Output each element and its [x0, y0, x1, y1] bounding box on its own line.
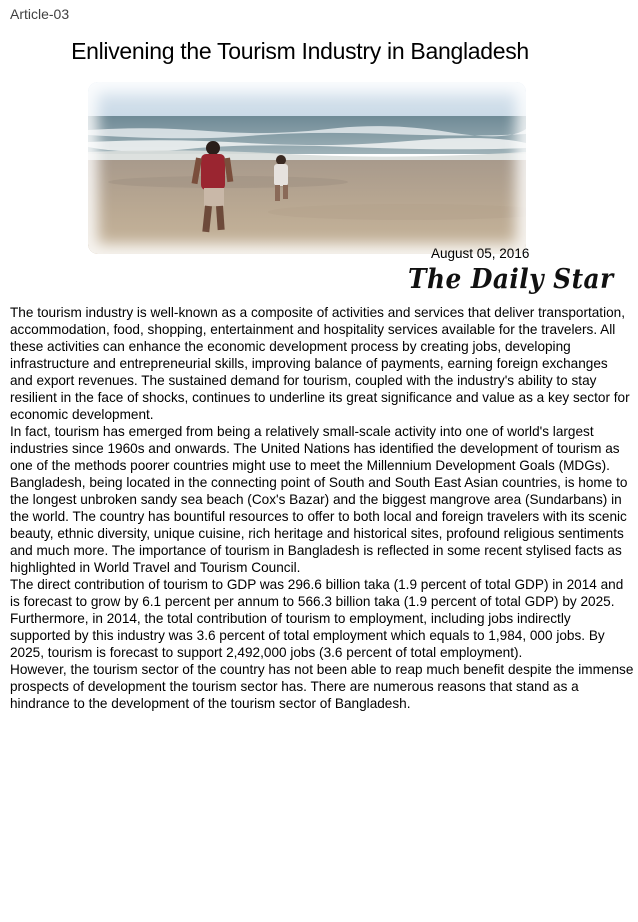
- paragraph: In fact, tourism has emerged from being a relatively small-scale activity into one of world's largest industries since 1960s and onwards. The United Nations has identified the development of tourism as one of the methods poorer countries might use to meet the Millennium Development Goals (MDGs).: [10, 424, 620, 473]
- article-label: Article-03: [10, 6, 70, 22]
- paragraph: However, the tourism sector of the country has not been able to reap much benefit despite the immense prospects of development the tourism sector has. There are numerous reasons that stand as a hindrance to the development of the tourism sector of Bangladesh.: [10, 662, 634, 711]
- publish-date: August 05, 2016: [431, 246, 530, 261]
- article-title: Enlivening the Tourism Industry in Bangladesh: [71, 38, 529, 64]
- beach-photo: [88, 82, 526, 254]
- paragraph: The direct contribution of tourism to GDP was 296.6 billion taka (1.9 percent of total GDP) in 2014 and is forecast to grow by 6.1 percent per annum to 566.3 billion taka (1.9 percent of total GDP) by 2025. Furthermore, in 2014, the total contribution of tourism to employment, including jobs indirectly supported by this industry was 3.6 percent of total employment which equals to 1,984, 000 jobs. By 2025, tourism is forecast to support 2,492,000 jobs (3.6 percent of total employment).: [10, 577, 624, 660]
- paragraph: The tourism industry is well-known as a composite of activities and services that deliver transportation, accommodation, food, shopping, entertainment and hospitality services available for the travelers. All these activities can enhance the economic development process by creating jobs, developing infrastructure and entrepreneurial skills, improving balance of payments, earning foreign exchanges and export revenues. The sustained demand for tourism, coupled with the industry's ability to stay resilient in the face of shocks, continues to underline its great significance and value as a key sector for economic development.: [10, 305, 630, 422]
- article-body: [10, 304, 634, 712]
- newspaper-masthead-logo: The Daily Star: [408, 264, 614, 295]
- paragraph: Bangladesh, being located in the connecting point of South and South East Asian countries, is home to the longest unbroken sandy sea beach (Cox's Bazar) and the biggest mangrove area (Sundarbans) in the world. The country has bountiful resources to offer to both local and foreign travelers with its scenic beauty, ethnic diversity, unique cuisine, rich heritage and historical sites, profound religious sentiments and much more. The importance of tourism in Bangladesh is reflected in some recent stylised facts as highlighted in World Travel and Tourism Council.: [10, 475, 628, 575]
- beach-photo-image: [88, 82, 526, 254]
